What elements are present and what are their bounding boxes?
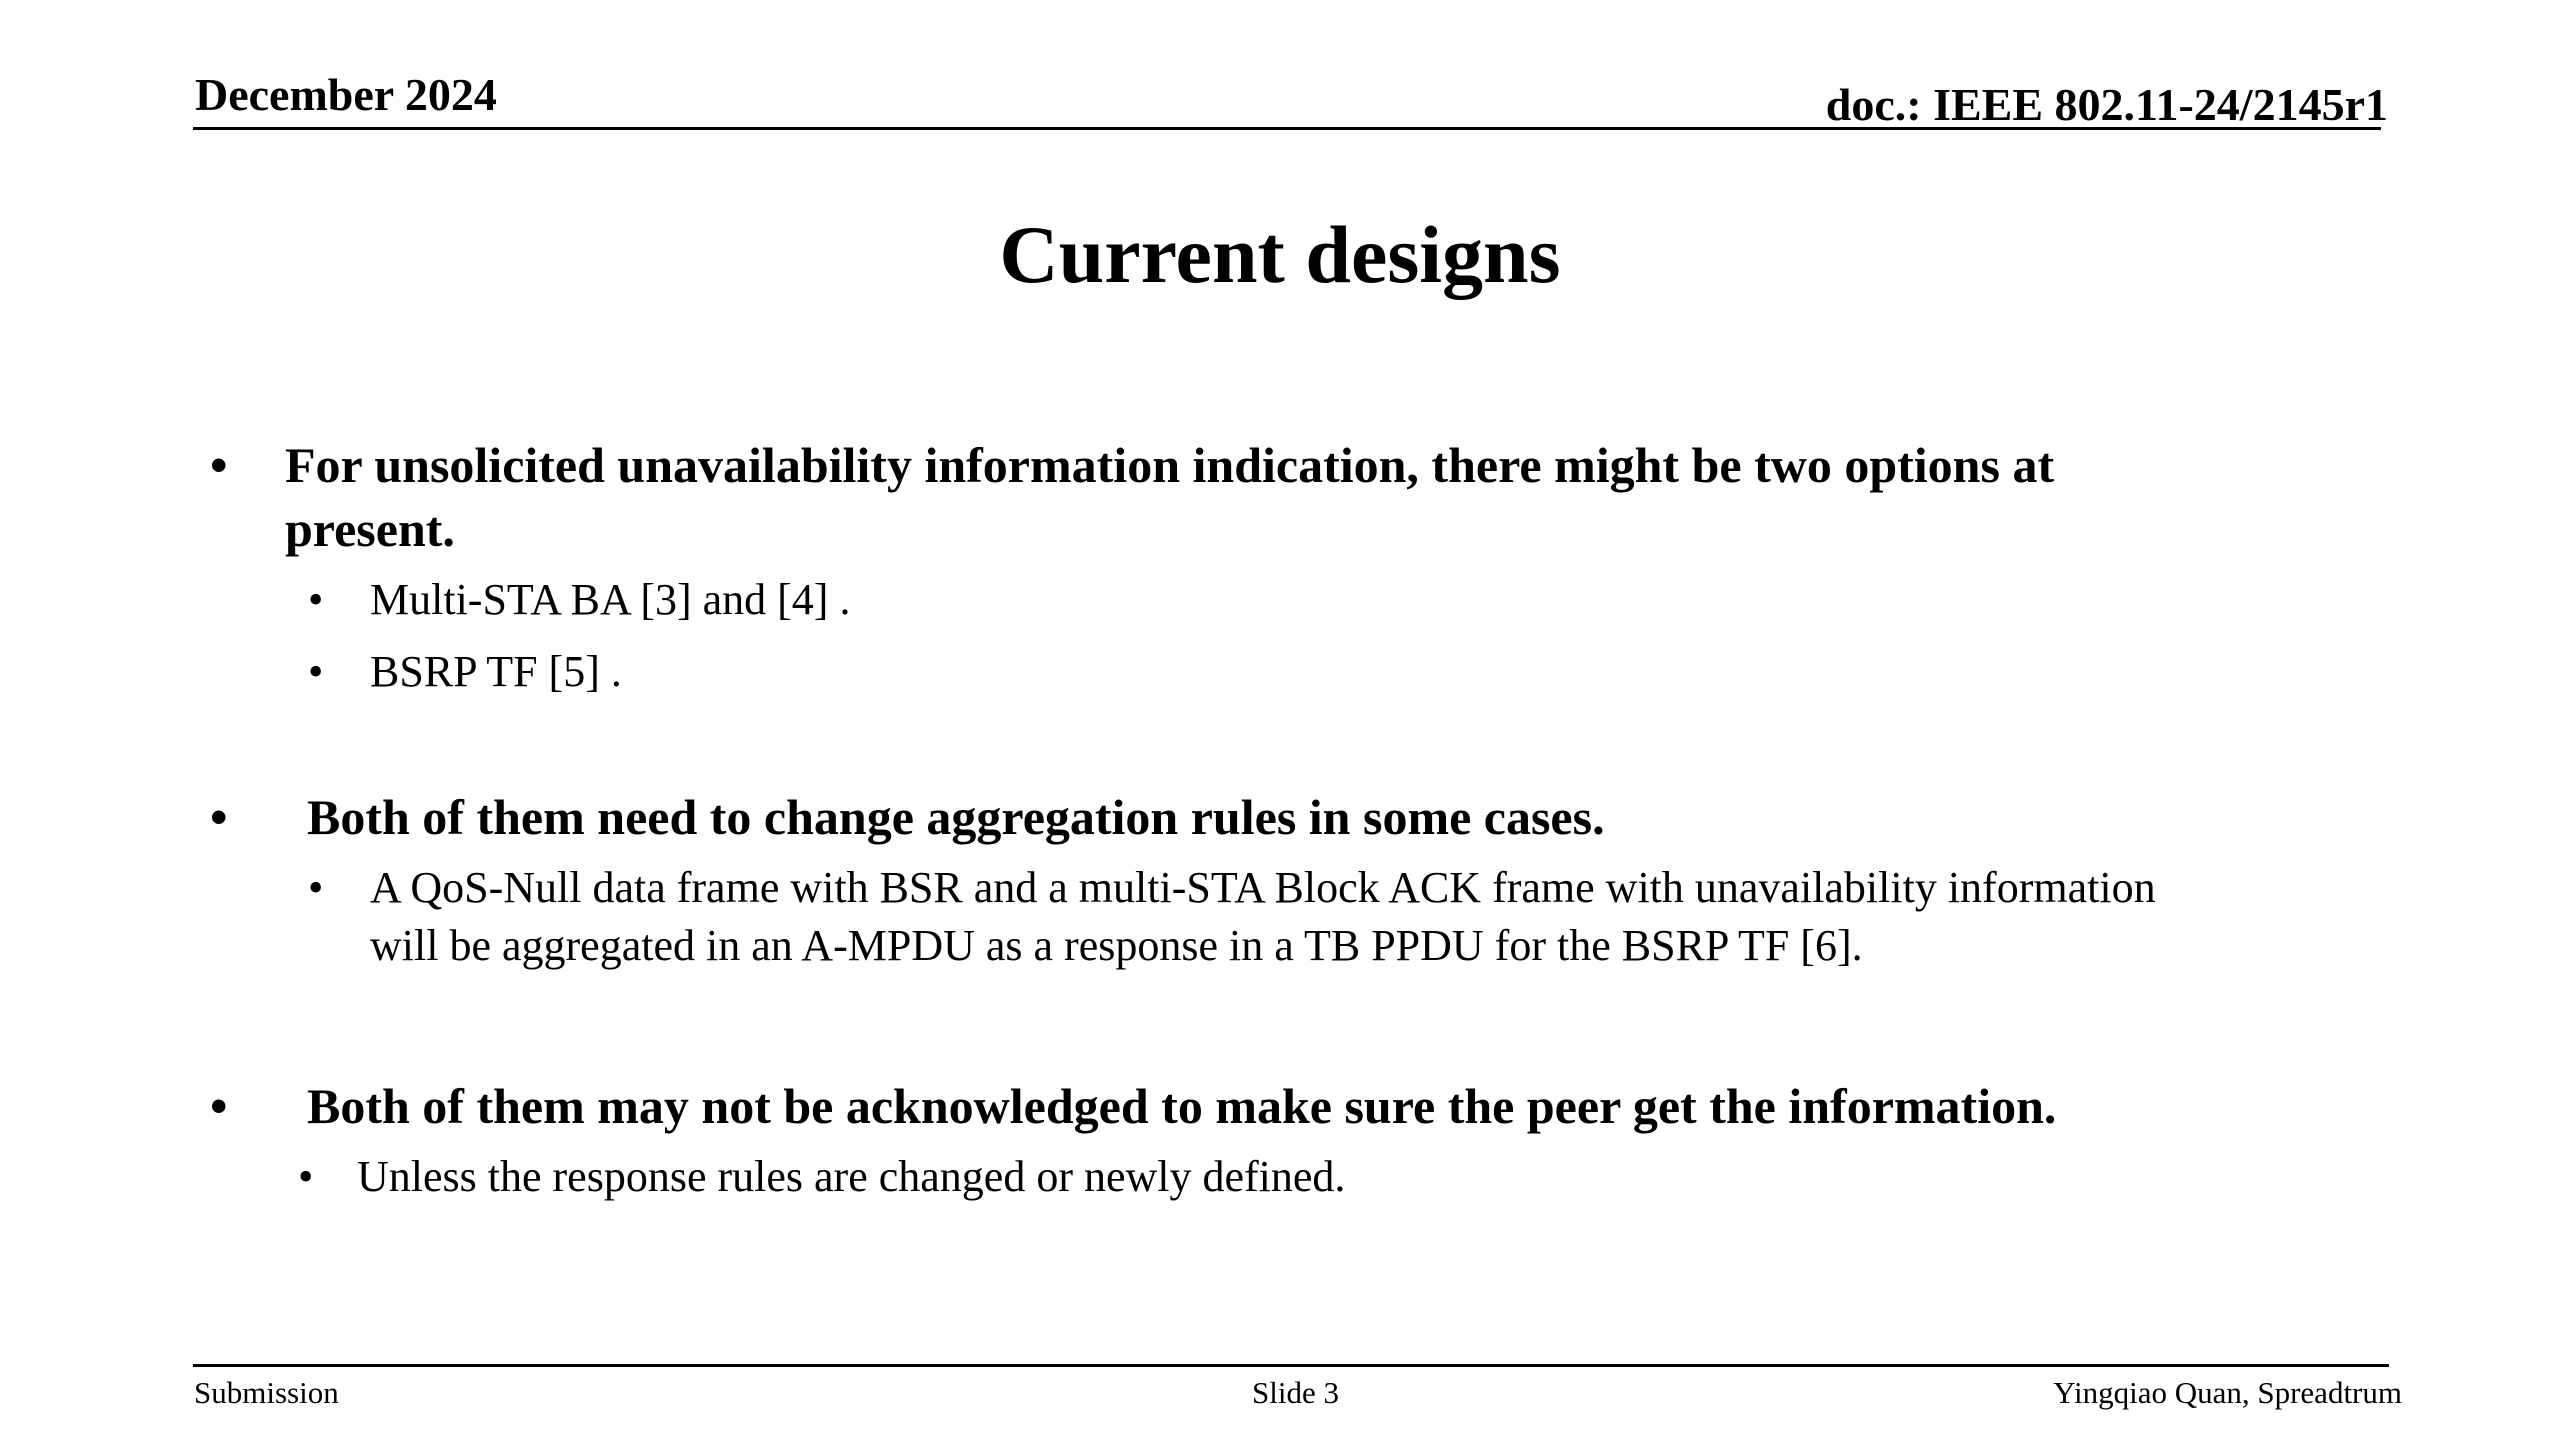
bullet-1-sub-2-text: BSRP TF [5] .: [370, 647, 622, 696]
bullet-1-line-1: For unsolicited unavailability information indication, there might be two options at: [285, 437, 2055, 493]
header-date: December 2024: [195, 69, 497, 120]
bullet-1-sub-2-marker: •: [308, 647, 324, 696]
bullet-2-sub-1-marker: •: [308, 863, 324, 912]
bullet-2-line-1: Both of them need to change aggregation rules in some cases.: [307, 789, 1605, 845]
bullet-3-marker: •: [210, 1078, 228, 1134]
footer-author: Yingqiao Quan, Spreadtrum: [2053, 1375, 2402, 1410]
bullet-2-sub-1-line-1: A QoS-Null data frame with BSR and a multi-STA Block ACK frame with unavailability information: [370, 863, 2156, 912]
footer-slide-number: Slide 3: [1252, 1375, 1339, 1410]
bullet-2-sub-1-line-2: will be aggregated in an A-MPDU as a response in a TB PPDU for the BSRP TF [6].: [370, 921, 1863, 970]
bullet-2-marker: •: [210, 789, 228, 845]
bullet-3-sub-1-text: Unless the response rules are changed or newly defined.: [357, 1152, 1346, 1201]
bullet-1-sub-1-text: Multi-STA BA [3] and [4] .: [370, 575, 851, 624]
footer-divider: [193, 1364, 2389, 1367]
slide-title: Current designs: [999, 209, 1561, 300]
bullet-3-sub-1-marker: •: [298, 1152, 314, 1201]
header-divider: [193, 127, 2381, 130]
bullet-3-line-1: Both of them may not be acknowledged to make sure the peer get the information.: [307, 1078, 2057, 1134]
header-doc-id: doc.: IEEE 802.11-24/2145r1: [1825, 79, 2388, 130]
bullet-1-marker: •: [210, 437, 228, 493]
bullet-1-line-2: present.: [285, 501, 455, 557]
bullet-1-sub-1-marker: •: [308, 575, 324, 624]
footer-submission: Submission: [194, 1375, 339, 1410]
